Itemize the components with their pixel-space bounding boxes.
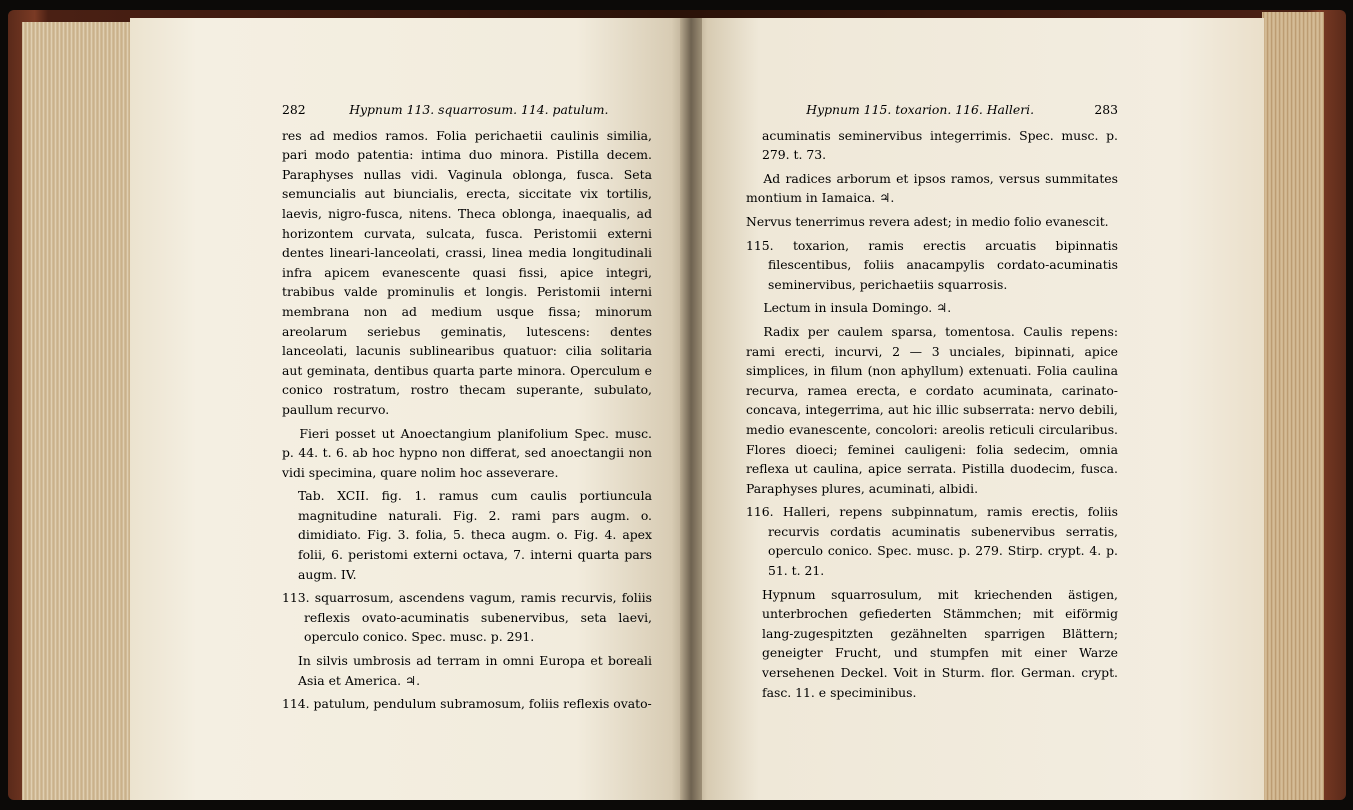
right-paragraph-5: Lectum in insula Domingo. ♃.: [763, 300, 952, 316]
left-paragraph-1: res ad medios ramos. Folia perichaetii caulinis similia, pari modo patentia: intima duo minora. Pistilla decem. Paraphyses nullas vidi. Vaginula oblonga, fusca. Seta semuncialis aut biuncialis, erecta, siccitate vix tortilis, laevis, nigro-fusca, nitens. Theca oblonga, inaequalis, ad horizontem curvata, sulcata, fusca. Peristomii externi dentes lineari-lanceolati, crassi, linea media longitudinali infra apicem evanescente quasi fissi, apice integri, trabibus valde prominulis et longis. Peristomii interni membrana non ad medium usque fissa; minorum areolarum seriebus geminatis, lutescens: dentes lanceolati, lacunis sublinearibus quatuor: cilia solitaria aut geminata, dentibus quarta parte minora. Operculum e conico rostratum, rostro thecam superante, subulato, paullum recurvo.: [282, 127, 652, 417]
left-paragraph-6: 114. patulum, pendulum subramosum, foliis reflexis ovato-: [282, 696, 652, 712]
right-running-head: Hypnum 115. toxarion. 116. Halleri.: [806, 102, 1035, 117]
right-paragraph-7: 116. Halleri, repens subpinnatum, ramis erectis, foliis recurvis cordatis acuminatis subenervibus serratis, operculo conico. Spec. musc. p. 279. Stirp. crypt. 4. p. 51. t. 21.: [746, 504, 1118, 579]
left-page-number: 282: [282, 102, 306, 117]
right-page-header: [746, 100, 1118, 120]
left-page-text: [282, 100, 652, 718]
book-gutter: [680, 18, 702, 800]
right-page-number: 283: [1094, 102, 1118, 117]
right-page-text: [746, 100, 1118, 706]
left-page-header: [282, 100, 652, 120]
right-paragraph-1: acuminatis seminervibus integerrimis. Spec. musc. p. 279. t. 73.: [762, 127, 1118, 163]
left-paragraph-4: 113. squarrosum, ascendens vagum, ramis recurvis, foliis reflexis ovato-acuminatis subenervibus, seta laevi, operculo conico. Spec. musc. p. 291.: [282, 590, 652, 645]
bottom-frame: [0, 800, 1353, 810]
right-paragraph-8: Hypnum squarrosulum, mit kriechenden ästigen, unterbrochen gefiederten Stämmchen; mit eiförmig lang-zugespitzten gezähnelten sparrigen Blättern; geneigter Frucht, und stumpfen mit einer Warze versehenen Deckel. Voit in Sturm. flor. German. crypt. fasc. 11. e speciminibus.: [762, 586, 1118, 700]
right-paragraph-2: Ad radices arborum et ipsos ramos, versus summitates montium in Iamaica. ♃.: [746, 170, 1118, 206]
right-paragraph-6: Radix per caulem sparsa, tomentosa. Caulis repens: rami erecti, incurvi, 2 — 3 unciales, bipinnati, apice simplices, in filum (non aphyllum) extenuati. Folia caulina recurva, ramea erecta, e cordato acuminata, carinato-concava, integerrima, aut hic illic subserrata: nervo debili, medio evanescente, concolori: areolis reticuli circularibus. Flores dioeci; feminei cauligeni: folia sedecim, omnia reflexa ut caulina, apice serrata. Pistilla duodecim, fusca. Paraphyses plures, acuminati, albidi.: [746, 323, 1118, 496]
left-paragraph-3: Tab. XCII. fig. 1. ramus cum caulis portiuncula magnitudine naturali. Fig. 2. rami pars augm. o. dimidiato. Fig. 3. folia, 5. theca augm. o. Fig. 4. apex folii, 6. peristomi externi octava, 7. interni quarta pars augm. IV.: [298, 488, 652, 582]
left-paragraph-2: Fieri posset ut Anoectangium planifolium Spec. musc. p. 44. t. 6. ab hoc hypno non differat, sed anoectangii non vidi specimina, quare nolim hoc asseverare.: [282, 425, 652, 480]
right-paragraph-3: Nervus tenerrimus revera adest; in medio folio evanescit.: [746, 213, 1109, 229]
left-paragraph-5: In silvis umbrosis ad terram in omni Europa et boreali Asia et America. ♃.: [298, 653, 652, 688]
left-running-head: Hypnum 113. squarrosum. 114. patulum.: [349, 102, 609, 117]
left-page-edges: [22, 22, 132, 800]
right-paragraph-4: 115. toxarion, ramis erectis arcuatis bipinnatis filescentibus, foliis anacampylis cordato-acuminatis seminervibus, perichaetiis squarrosis.: [746, 237, 1118, 292]
right-page-edges: [1262, 12, 1324, 800]
